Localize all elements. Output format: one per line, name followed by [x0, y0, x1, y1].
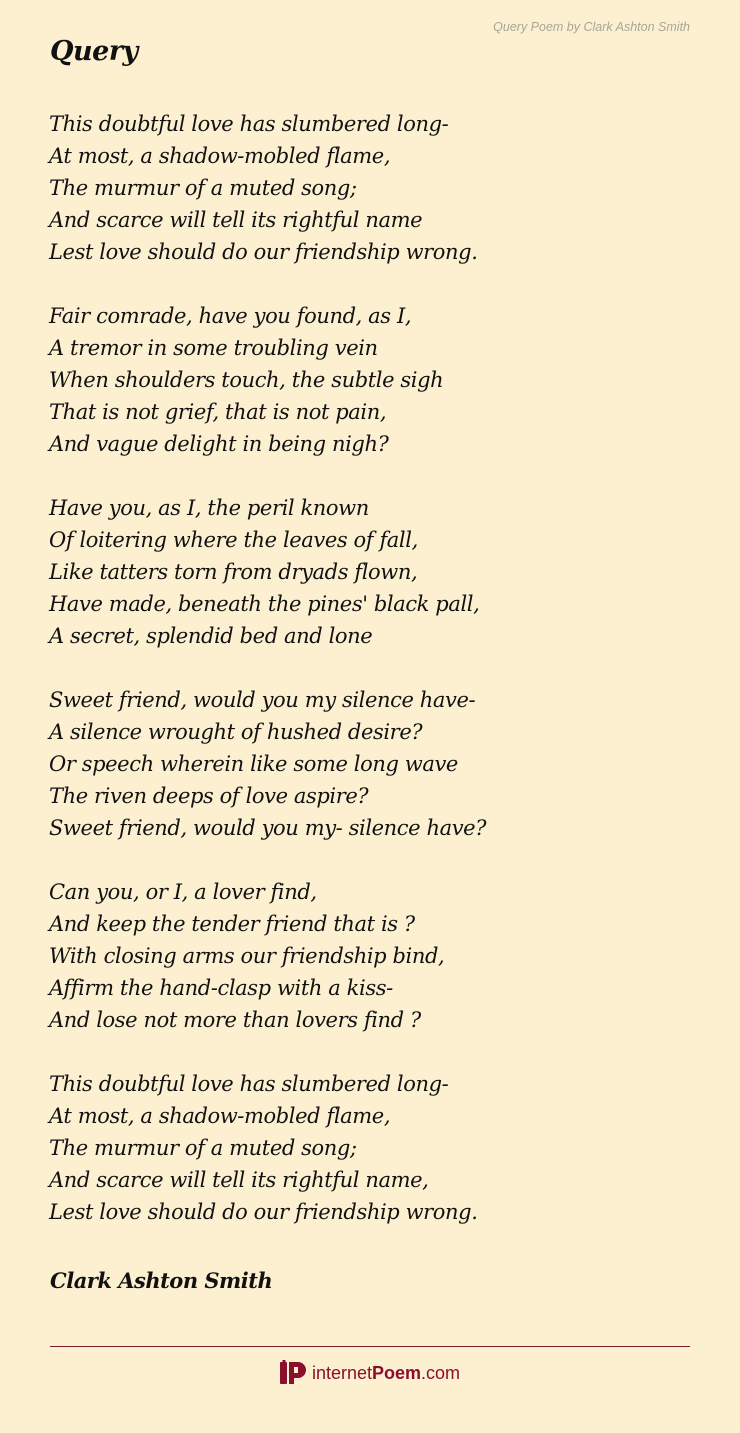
poem-line: A tremor in some troubling vein	[49, 336, 378, 360]
logo-bold: Poem	[372, 1362, 422, 1383]
logo-suffix: .com	[421, 1362, 461, 1383]
poem-line: Sweet friend, would you my- silence have?	[49, 816, 487, 840]
stanza-3	[49, 492, 709, 652]
stanza-6	[49, 1068, 709, 1228]
stanza-1	[49, 108, 709, 268]
poem-line: This doubtful love has slumbered long-	[49, 1072, 449, 1096]
footer-logo-text	[312, 1363, 460, 1384]
poem-line: Fair comrade, have you found, as I,	[49, 304, 412, 328]
poem-line: And keep the tender friend that is ?	[49, 912, 415, 936]
footer-logo[interactable]	[0, 1358, 740, 1388]
poem-line: Lest love should do our friendship wrong.	[49, 240, 478, 264]
poem-line: At most, a shadow-mobled flame,	[49, 1104, 391, 1128]
poem-line: And lose not more than lovers find ?	[49, 1008, 421, 1032]
poem-line: Have you, as I, the peril known	[49, 496, 369, 520]
poem-line: At most, a shadow-mobled flame,	[49, 144, 391, 168]
poem-line: And scarce will tell its rightful name,	[49, 1168, 429, 1192]
poem-line: Sweet friend, would you my silence have-	[49, 688, 476, 712]
poem-line: That is not grief, that is not pain,	[49, 400, 387, 424]
stanza-4	[49, 684, 709, 844]
poem-line: Or speech wherein like some long wave	[49, 752, 458, 776]
poem-line: A silence wrought of hushed desire?	[49, 720, 423, 744]
poem-line: This doubtful love has slumbered long-	[49, 112, 449, 136]
poem-line: Lest love should do our friendship wrong.	[49, 1200, 478, 1224]
stanza-5	[49, 876, 709, 1036]
poem-line: When shoulders touch, the subtle sigh	[49, 368, 444, 392]
poem-line: And vague delight in being nigh?	[49, 432, 389, 456]
poem-line: Can you, or I, a lover find,	[49, 880, 317, 904]
poem-line: The murmur of a muted song;	[49, 176, 357, 200]
poem-body	[49, 108, 709, 1260]
poem-line: With closing arms our friendship bind,	[49, 944, 445, 968]
internetpoem-logo-icon	[280, 1360, 306, 1386]
poem-line: Affirm the hand-clasp with a kiss-	[49, 976, 393, 1000]
poem-title: Query	[50, 36, 138, 67]
logo-prefix: internet	[311, 1362, 372, 1383]
poem-line: The riven deeps of love aspire?	[49, 784, 369, 808]
poem-author: Clark Ashton Smith	[50, 1268, 273, 1293]
header-credit: Query Poem by Clark Ashton Smith	[493, 20, 690, 34]
poem-line: Like tatters torn from dryads flown,	[49, 560, 418, 584]
poem-line: Of loitering where the leaves of fall,	[49, 528, 418, 552]
poem-line: And scarce will tell its rightful name	[49, 208, 423, 232]
footer-divider	[50, 1346, 690, 1347]
stanza-2	[49, 300, 709, 460]
poem-line: The murmur of a muted song;	[49, 1136, 357, 1160]
poem-line: Have made, beneath the pines' black pall,	[49, 592, 480, 616]
poem-line: A secret, splendid bed and lone	[49, 624, 373, 648]
